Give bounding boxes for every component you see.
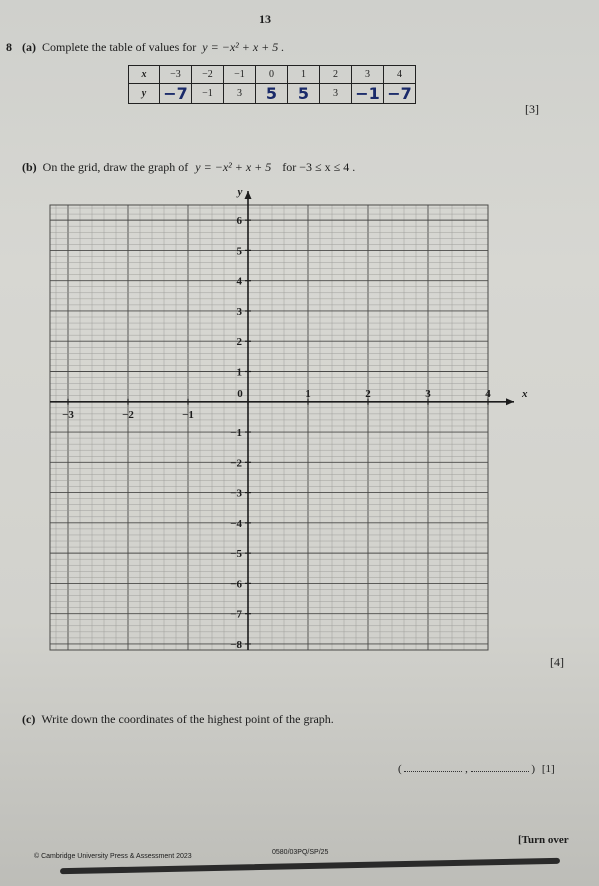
y-tick-label: −5 — [230, 548, 242, 561]
y-cell: 3 — [320, 84, 352, 104]
y-answer-cell[interactable]: 5 — [256, 84, 288, 104]
y-cell: 3 — [224, 84, 256, 104]
y-tick-label: 6 — [236, 215, 242, 228]
part-b-equation: y = −x² + x + 5 — [195, 160, 272, 174]
grid-lines — [50, 205, 488, 650]
answer-close-paren: ) — [531, 763, 536, 775]
part-a-prompt — [22, 40, 284, 55]
x-cell: −3 — [160, 66, 192, 84]
y-tick-label: −2 — [230, 457, 242, 470]
copyright: © Cambridge University Press & Assessment 2023 — [34, 853, 192, 860]
x-cell: −1 — [224, 66, 256, 84]
turn-over: [Turn over — [518, 834, 569, 846]
x-tick-label: −1 — [182, 408, 194, 421]
values-table — [128, 65, 416, 104]
answer-open-paren: ( — [398, 763, 402, 775]
coordinate-answer[interactable] — [398, 762, 555, 775]
part-a-equation: y = −x² + x + 5 . — [202, 40, 285, 54]
x-tick-label: 4 — [485, 387, 491, 400]
y-axis-arrow — [245, 191, 252, 199]
x-tick-label: 3 — [425, 387, 431, 400]
part-a-label: (a) — [22, 40, 36, 54]
part-b-label: (b) — [22, 160, 37, 174]
part-c-label: (c) — [22, 712, 36, 726]
part-a-text: Complete the table of values for — [42, 40, 197, 54]
y-tick-label: −7 — [230, 608, 242, 621]
x-cell: 2 — [320, 66, 352, 84]
x-cell: 0 — [256, 66, 288, 84]
x-axis-label: x — [522, 387, 528, 400]
y-tick-label: 3 — [236, 305, 242, 318]
question-number: 8 — [6, 40, 12, 54]
y-cell: −1 — [192, 84, 224, 104]
y-tick-label: 4 — [236, 275, 242, 288]
x-cell: 4 — [384, 66, 416, 84]
x-axis-arrow — [506, 398, 514, 405]
y-tick-label: −3 — [230, 487, 242, 500]
y-answer-cell[interactable]: −1 — [352, 84, 384, 104]
y-header: y — [129, 84, 160, 104]
answer-comma: , — [465, 763, 468, 775]
table-row-x — [129, 66, 416, 84]
y-axis-label: y — [237, 186, 243, 198]
y-tick-label: −4 — [230, 517, 242, 530]
page-number: 13 — [259, 12, 271, 26]
y-answer-cell[interactable]: 5 — [288, 84, 320, 104]
y-tick-label: −1 — [230, 427, 242, 440]
y-answer-cell[interactable]: −7 — [160, 84, 192, 104]
answer-x-field[interactable] — [404, 762, 462, 772]
answer-y-field[interactable] — [471, 762, 529, 772]
x-tick-label: 1 — [305, 387, 311, 400]
x-cell: 3 — [352, 66, 384, 84]
y-answer-cell[interactable]: −7 — [384, 84, 416, 104]
x-header: x — [129, 66, 160, 84]
part-c-marks: [1] — [541, 763, 555, 775]
x-tick-label: −3 — [62, 408, 74, 421]
part-b-prompt — [22, 160, 355, 175]
y-tick-label: 2 — [236, 336, 242, 349]
part-c-text: Write down the coordinates of the highest point of the graph. — [41, 712, 334, 726]
table-row-y — [129, 84, 416, 104]
x-cell: 1 — [288, 66, 320, 84]
x-cell: −2 — [192, 66, 224, 84]
part-b-text: On the grid, draw the graph of — [42, 160, 189, 174]
part-b-marks: [4] — [550, 655, 564, 669]
y-tick-label: 1 — [236, 366, 242, 379]
y-tick-label: −8 — [230, 638, 242, 651]
footer-rule — [60, 858, 560, 874]
y-tick-label: −6 — [230, 578, 242, 591]
x-tick-label: −2 — [122, 408, 134, 421]
paper-code: 0580/03PQ/SP/25 — [272, 849, 329, 856]
part-b-range: for −3 ≤ x ≤ 4 . — [282, 160, 356, 174]
y-tick-label: 5 — [236, 245, 242, 258]
x-tick-label: 0 — [237, 387, 243, 400]
part-c-prompt — [22, 712, 334, 727]
answer-grid[interactable] — [0, 185, 560, 665]
x-tick-label: 2 — [365, 387, 371, 400]
part-a-marks: [3] — [525, 102, 539, 116]
